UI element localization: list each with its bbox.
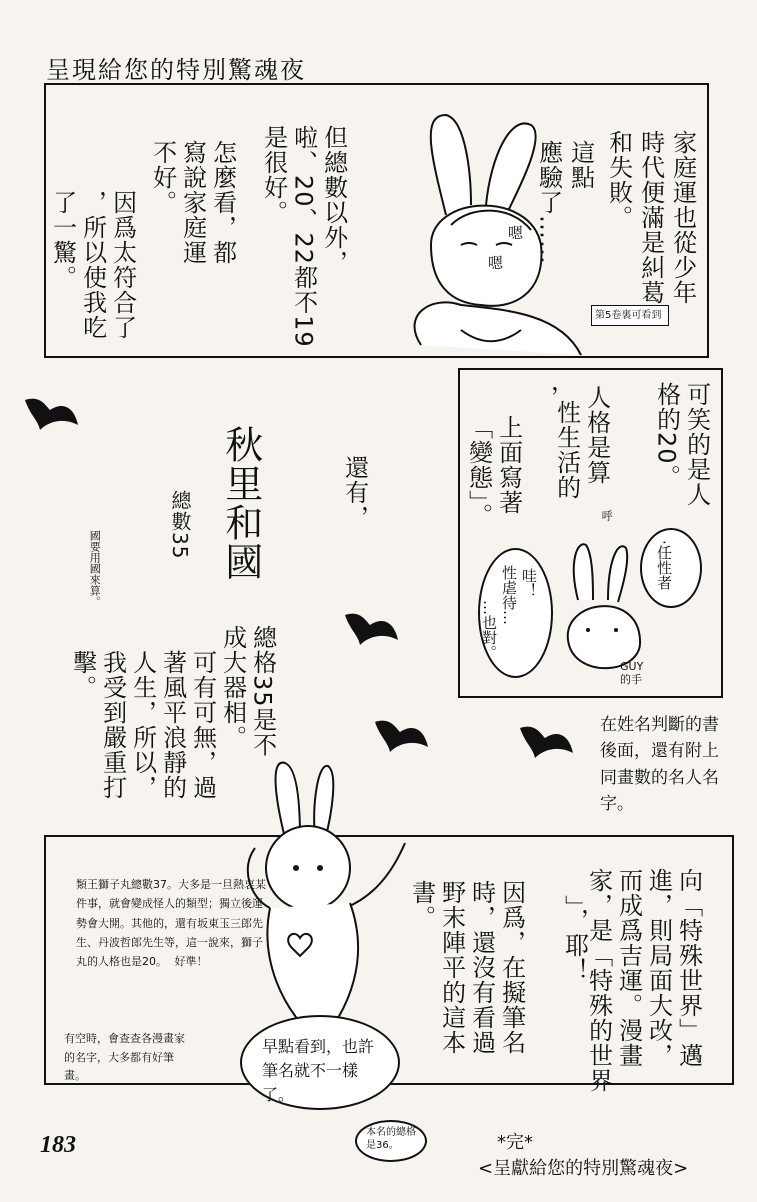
- footer-title: <呈獻給您的特別驚魂夜>: [478, 1158, 689, 1179]
- p2-col2: 格的20。: [652, 382, 681, 490]
- end-mark: *完*: [497, 1132, 533, 1153]
- p3-info: [76, 875, 266, 971]
- p1-note: 第5卷裏可看到: [591, 305, 669, 326]
- p3-info-text: 類王獅子丸總數37。大多是一旦熱衷某件事，就會變成怪人的類型；獨立後運勢會大開。其他的，還有坂東玉三郎先生、丹波哲郎先生等，這一說來，獅子丸的人格也是20。: [76, 878, 266, 968]
- p2-col7: 「變態」。: [464, 415, 493, 528]
- mid-name: 秋里和國: [218, 425, 263, 581]
- p2-col4: 性生活的: [552, 400, 581, 500]
- page-header-title: 呈現給您的特別驚魂夜: [46, 56, 306, 84]
- p3-pen-note: 本名的總格是36。: [366, 1127, 416, 1151]
- p1-col11: 不好。: [148, 140, 177, 215]
- p2-col3: 人格是算: [582, 385, 611, 485]
- p1-col3: 和失敗。: [604, 130, 633, 230]
- p2-bubble-selfish-text: ·任性者: [655, 540, 673, 590]
- p3-c1: 向「特殊世界」邁: [674, 868, 703, 1068]
- p3-c4: 家，是「特殊的世界: [584, 868, 613, 1093]
- p1-col8: 是很好。: [259, 125, 288, 225]
- page-number: 183: [40, 1132, 76, 1158]
- mid-note: 國要用國來算。: [88, 530, 102, 607]
- mid-c1: 總格35是不: [248, 625, 277, 758]
- p3-c6: 因爲，在擬筆名: [497, 880, 526, 1055]
- panel-1: [44, 83, 709, 358]
- p2-bubble-wow: 哇！: [520, 568, 538, 598]
- mid-c4: 著風平浪靜的: [158, 650, 187, 800]
- mid-c6: 我受到嚴重打: [98, 650, 127, 800]
- p1-col13: ，所以使我吃: [78, 190, 107, 340]
- p1-col9: 怎麼看，都: [208, 140, 237, 265]
- p2-hand-label: GUY的手: [620, 660, 644, 687]
- p3-c8: 野末陣平的這本: [437, 880, 466, 1055]
- p3-c7: 時，還沒有看過: [467, 880, 496, 1055]
- p2-col1: 可笑的是人: [682, 382, 711, 507]
- p1-col6: 但總數以外，: [319, 125, 348, 275]
- p2-col6: 上面寫著: [494, 415, 523, 515]
- mid-total: 總數35: [168, 490, 192, 560]
- crow-icon: [340, 605, 400, 645]
- p1-col2: 時代便滿是糾葛: [636, 130, 665, 305]
- small-rabbit-illustration: [558, 540, 648, 680]
- mid-c5: 人生，所以，: [128, 650, 157, 800]
- panel-2: [458, 368, 723, 698]
- p2-bubble-sadism-text: 性虐待…: [500, 565, 518, 625]
- p3-c2: 進，則局面大改，: [644, 868, 673, 1068]
- p1-col14: 了一驚。: [48, 190, 77, 290]
- p1-col1: 家庭運也從少年: [668, 130, 697, 305]
- p1-col4: 這點: [566, 140, 595, 190]
- p1-sfx-1: 嗯: [506, 225, 524, 240]
- p2-col5: ，: [530, 385, 559, 410]
- p1-col10: 寫說家庭運: [178, 140, 207, 265]
- crow-icon: [20, 390, 80, 430]
- p3-memo: 有空時，會查查各漫畫家的名字，大多都有好筆畫。: [64, 1032, 185, 1083]
- p1-col7: 啦、20、22都不19: [289, 125, 318, 348]
- mid-also: 還有，: [340, 455, 369, 530]
- mid-c2: 成大器相。: [218, 625, 247, 750]
- mid-info: 在姓名判斷的書後面，還有附上同畫數的名人名字。: [600, 715, 719, 815]
- p2-sfx: 呼: [600, 510, 614, 521]
- mid-c7: 擊。: [68, 650, 97, 700]
- p1-col12: 因爲太符合了: [108, 190, 137, 340]
- p3-c9: 書。: [407, 880, 436, 930]
- mid-c3: 可有可無，過: [188, 650, 217, 800]
- crow-icon: [370, 712, 430, 752]
- p3-speech-text: 早點看到，也許筆名就不一樣了。: [262, 1037, 375, 1104]
- p1-sfx-2: 嗯: [486, 255, 504, 270]
- p3-c5: 」，耶！: [560, 895, 589, 983]
- p2-bubble-alsoright: …也對。: [480, 600, 498, 660]
- p1-col5: 應驗了……: [534, 140, 563, 265]
- p3-info-tail: 好準！: [174, 955, 208, 968]
- p3-c3: 而成爲吉運。漫畫: [614, 868, 643, 1068]
- crow-icon: [515, 718, 575, 758]
